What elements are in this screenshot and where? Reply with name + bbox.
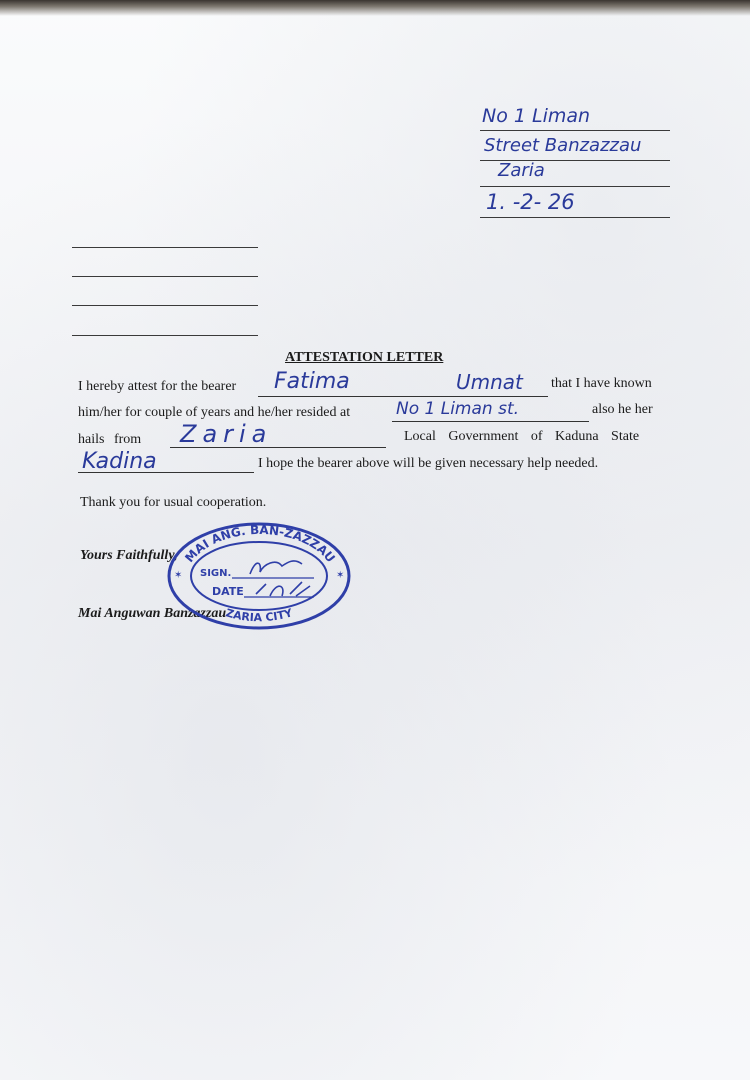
address-date: 1. -2- 26 — [486, 190, 575, 214]
state-value: Kadina — [82, 449, 157, 474]
stamp-star-icon: ✶ — [174, 570, 183, 581]
thanks-text: Thank you for usual cooperation. — [80, 495, 267, 510]
address-rule-1 — [480, 130, 670, 131]
bearer-line — [258, 396, 548, 397]
address-line-2: Street Banzazzau — [484, 135, 642, 156]
official-stamp — [164, 518, 354, 630]
recipient-line — [72, 305, 258, 306]
recipient-line — [72, 335, 258, 336]
residence-intro: him/her for couple of years and he/her resided at — [78, 405, 351, 420]
intro-text: I hereby attest for the bearer — [78, 379, 237, 394]
recipient-line — [72, 276, 258, 277]
stamp-top-text: MAI ANG. BAN-ZAZZAU — [182, 522, 338, 566]
bearer-first-name: Fatima — [274, 369, 350, 394]
hope-text: I hope the bearer above will be given necessary help needed. — [258, 456, 599, 471]
address-line-1: No 1 Liman — [482, 105, 591, 127]
address-rule-4 — [480, 217, 670, 218]
signature-scribble — [250, 561, 302, 574]
stamp-sign-label: SIGN. — [200, 568, 232, 579]
lga-text: Local Government of Kaduna State — [404, 429, 640, 444]
hails-value: Zaria — [180, 420, 273, 448]
stamp-star-icon: ✶ — [336, 570, 345, 581]
date-scribble — [256, 582, 310, 596]
bearer-last-name: Umnat — [456, 370, 523, 394]
address-rule-3 — [480, 186, 670, 187]
signatory-text: Mai Anguwan Banzazzau — [78, 606, 227, 621]
closing-text: Yours Faithfully, — [80, 548, 178, 563]
residence-value: No 1 Liman st. — [396, 399, 520, 419]
address-line-3: Zaria — [498, 160, 545, 181]
letter-title: ATTESTATION LETTER — [285, 350, 444, 365]
background-edge — [0, 0, 750, 16]
known-text: that I have known — [551, 376, 652, 391]
hails-label: hails from — [78, 432, 142, 447]
recipient-line — [72, 247, 258, 248]
stamp-bottom-text: ZARIA CITY — [224, 606, 294, 625]
residence-line — [392, 421, 589, 422]
stamp-date-label: DATE — [212, 585, 244, 598]
residence-end: also he her — [592, 402, 653, 417]
